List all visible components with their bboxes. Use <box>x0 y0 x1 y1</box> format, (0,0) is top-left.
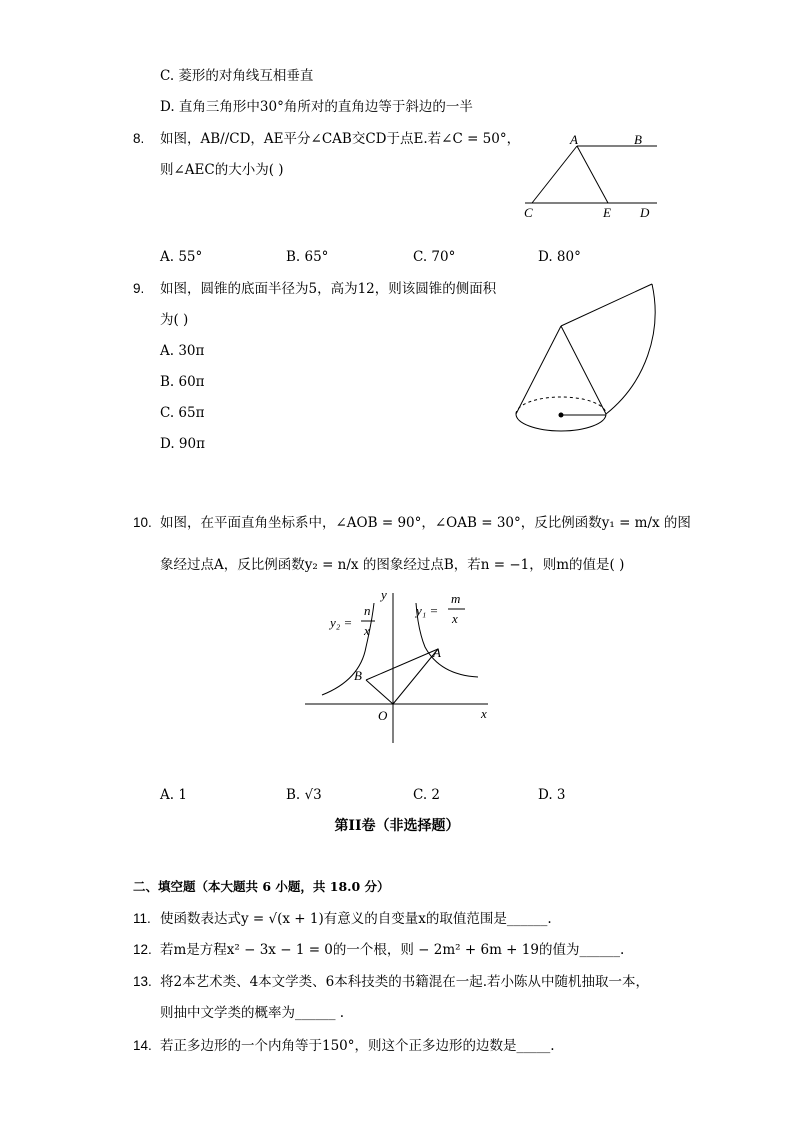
q10-line2: 象经过点A，反比例函数y₂ = n/x 的图象经过点B，若n = −1，则m的值是( ) <box>160 557 625 573</box>
q10-option-c: C. 2 <box>413 787 441 803</box>
q8-line2: 则∠AEC的大小为( ) <box>160 162 284 178</box>
q9-line2: 为( ) <box>160 312 189 328</box>
q11-number: 11. <box>133 911 151 926</box>
y2-numerator: n <box>364 603 371 618</box>
q8-number: 8. <box>133 131 145 146</box>
q9-option-a: A. 30π <box>160 343 205 359</box>
q8-line1: 如图，AB//CD，AE平分∠CAB交CD于点E.若∠C = 50°， <box>160 131 521 147</box>
q10-line1: 如图，在平面直角坐标系中，∠AOB = 90°，∠OAB = 30°，反比例函数y₁ = m/x 的图 <box>160 515 691 531</box>
label-d: D <box>640 205 650 220</box>
q10-option-a: A. 1 <box>160 787 187 803</box>
x-axis-label: x <box>481 706 487 721</box>
seg-ab <box>366 649 438 680</box>
point-b-label: B <box>354 668 362 683</box>
q11-text: 使函数表达式y = √(x + 1)有意义的自变量x的取值范围是______. <box>160 911 552 927</box>
y1-denominator: x <box>452 611 458 626</box>
section2-title: 第II卷（非选择题） <box>334 818 460 834</box>
y1-label: y₁ = <box>416 603 439 618</box>
label-c: C <box>524 205 533 220</box>
cone-right-side <box>561 326 606 414</box>
sector-edge <box>561 284 652 326</box>
q10-option-d: D. 3 <box>538 787 566 803</box>
origin-label: O <box>378 708 388 723</box>
q10-number: 10. <box>133 515 152 530</box>
y2-denominator: x <box>364 623 370 638</box>
choice-d-line: D. 直角三角形中30°角所对的直角边等于斜边的一半 <box>160 99 473 115</box>
label-a: A <box>570 132 578 147</box>
q13-text: 将2本艺术类、4本文学类、6本科技类的书籍混在一起.若小陈从中随机抽取一本， <box>160 974 650 990</box>
q12-text: 若m是方程x² − 3x − 1 = 0的一个根，则 − 2m² + 6m + 19的值为______. <box>160 942 625 958</box>
q9-option-d: D. 90π <box>160 436 205 452</box>
q9-option-b: B. 60π <box>160 374 205 390</box>
q13-number: 13. <box>133 974 152 989</box>
seg-oa <box>393 649 438 704</box>
q9-number: 9. <box>133 281 145 296</box>
q8-option-d: D. 80° <box>538 249 581 265</box>
y-axis-label: y <box>381 587 387 602</box>
q8-option-b: B. 65° <box>286 249 329 265</box>
choice-c-line: C. 菱形的对角线互相垂直 <box>160 68 314 84</box>
q10-figure <box>300 585 500 747</box>
q14-number: 14. <box>133 1038 152 1053</box>
label-b: B <box>634 132 642 147</box>
seg-ob <box>366 680 393 704</box>
y1-numerator: m <box>451 591 461 606</box>
q8-option-a: A. 55° <box>160 249 203 265</box>
q9-cone-figure <box>505 280 670 440</box>
q10-option-b: B. √3 <box>286 787 322 803</box>
line-ae <box>577 146 608 203</box>
y2-label: y₂ = <box>330 615 353 630</box>
point-a-label: A <box>433 645 441 660</box>
base-back <box>516 397 606 414</box>
line-ac <box>532 146 577 203</box>
q8-option-c: C. 70° <box>413 249 456 265</box>
q9-option-c: C. 65π <box>160 405 205 421</box>
section2-header: 二、填空题（本大题共 6 小题，共 18.0 分） <box>133 879 390 894</box>
label-e: E <box>603 205 611 220</box>
cone-left-side <box>516 326 561 414</box>
sector-arc <box>606 284 655 414</box>
q14-text: 若正多边形的一个内角等于150°，则这个正多边形的边数是_____. <box>160 1038 555 1054</box>
q8-figure <box>515 128 665 223</box>
q9-line1: 如图，圆锥的底面半径为5，高为12，则该圆锥的侧面积 <box>160 281 497 297</box>
q13-text-line2: 则抽中文学类的概率为______ . <box>160 1005 345 1021</box>
q12-number: 12. <box>133 942 152 957</box>
